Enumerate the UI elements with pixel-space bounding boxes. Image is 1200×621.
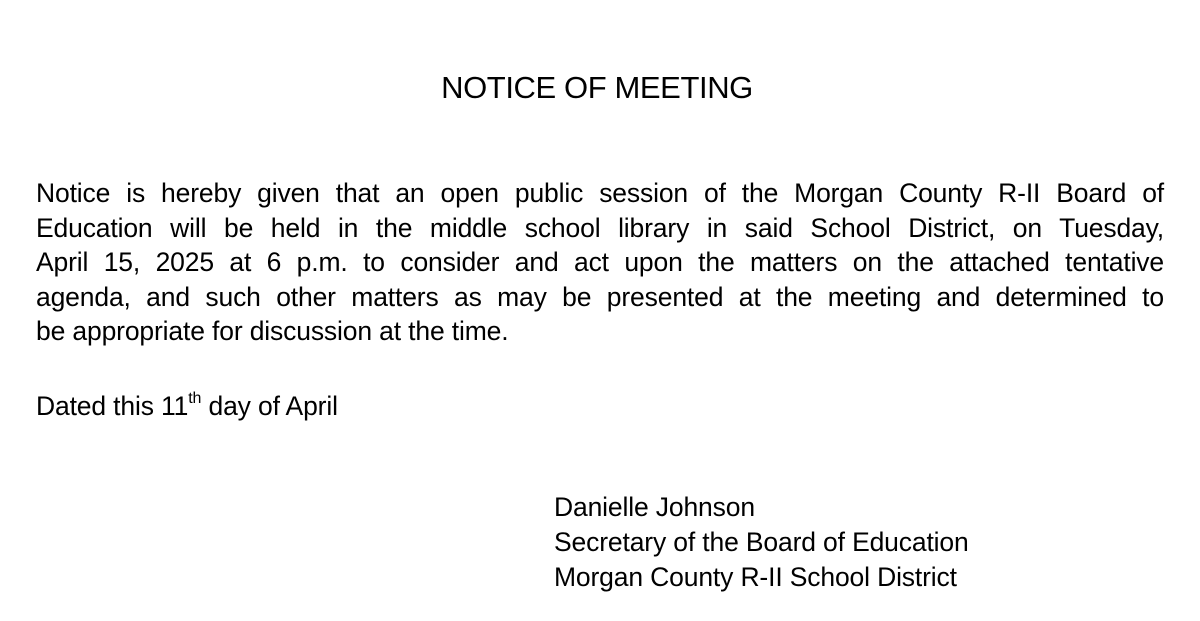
dated-ordinal-suffix: th [188, 390, 202, 408]
notice-title: NOTICE OF MEETING [441, 70, 753, 105]
notice-body-line-5: be appropriate for discussion at the time. [36, 316, 509, 347]
signatory-title: Secretary of the Board of Education [554, 527, 969, 557]
signature-block [554, 490, 969, 595]
notice-body-line-4: agenda, and such other matters as may be presented at the meeting and determined to [36, 281, 1164, 312]
dated-prefix: Dated this 11 [36, 391, 189, 421]
dated-suffix: day of April [201, 391, 338, 421]
dated-line [36, 388, 338, 424]
notice-body-line-1: Notice is hereby given that an open public session of the Morgan County R-II Board of [36, 178, 1164, 208]
notice-body-line-3: April 15, 2025 at 6 p.m. to consider and act upon the matters on the attached tentative [36, 247, 1164, 278]
signatory-organization: Morgan County R-II School District [554, 562, 957, 592]
notice-body-line-2: Education will be held in the middle school library in said School District, on Tuesday, [36, 212, 1164, 243]
signatory-name: Danielle Johnson [554, 492, 755, 522]
notice-body [36, 176, 1164, 349]
